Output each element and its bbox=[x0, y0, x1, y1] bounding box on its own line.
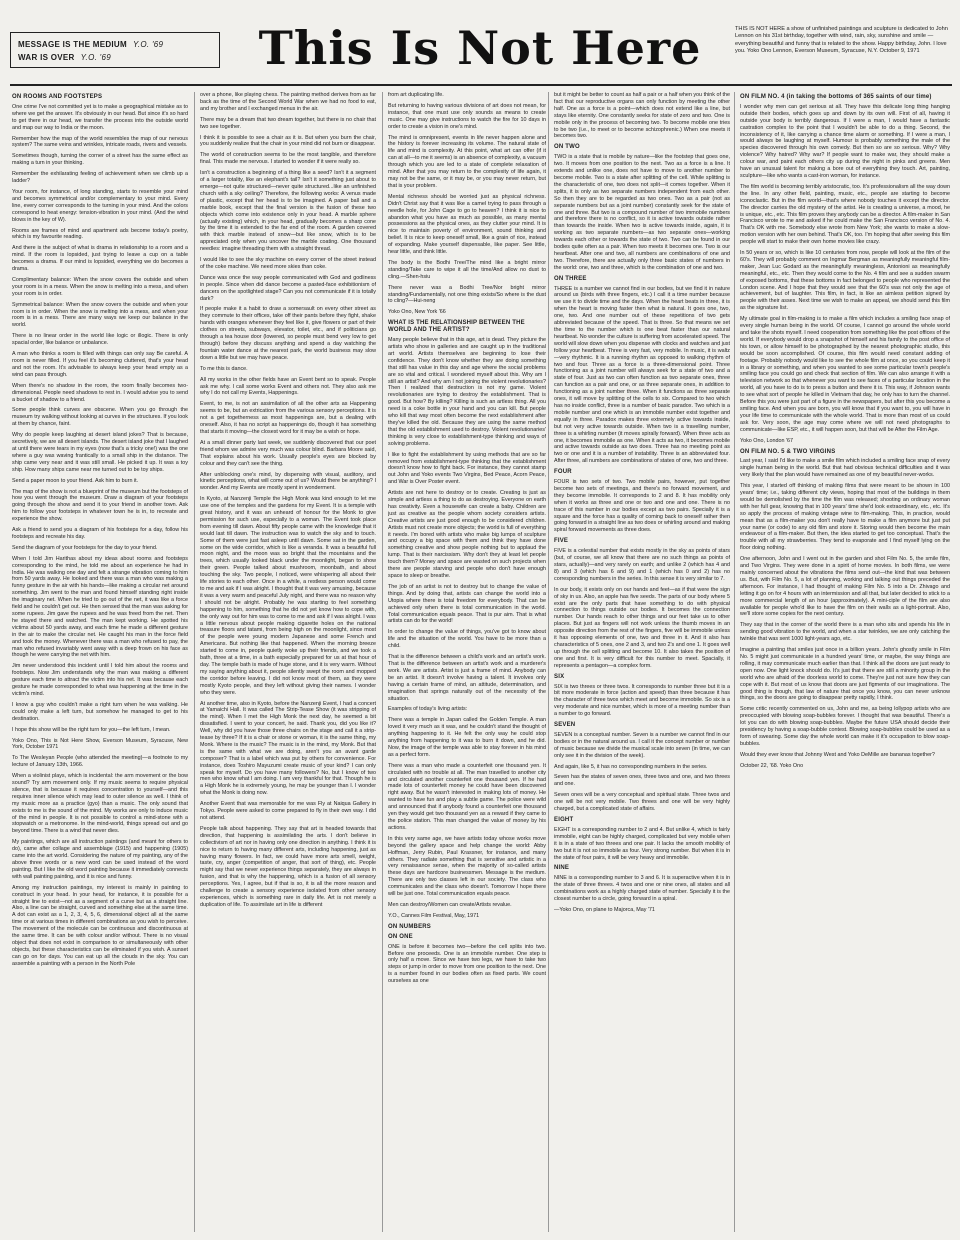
section-heading: NINE bbox=[554, 865, 570, 872]
paragraph: ONE is before it becomes two—before the cell splits into two. Before one proceeds. One is an immobile number. One step is only half a move. Since we have two legs, we have to take two steps or jump in order to move from one position to the next. One is a number found in our bodies often as fixed parts. We count ourselves as one bbox=[388, 943, 546, 985]
paragraph: FIVE is a celestial number that exists mostly in the sky as points of stars (but, of course, we all know that there are no such things as points of stars, actually)—and very rarely on earth; and unlike 2 (which has 4 and 8) and 3 (which has 6 and 9) and 1 (which has 0 and 2) has no corresponding numbers in the series. In this sense it is very similar to 7. bbox=[554, 548, 730, 582]
paragraph: Would they ever know that Johnny West and Yoko DeMille are bananas together? bbox=[740, 751, 935, 758]
paragraph: When a violinist plays, which is incidental: the arm movement or the bow sound? Try arm movement only. If my music seems to require physical silence, that is because it requires concentration to yourself—and this requires inner silence which may lead to outer silence as well. I think of my music more as a practice (gyo) than a music. The only sound that exists to me is the sound of the mind. My works are only to induce music of the mind in people. It is not possible to control a mind-stone with a stopwatch or a metronome. In the mind-world, things spread out and go beyond time. There is a wind that never dies. bbox=[12, 773, 188, 835]
paragraph: I know a guy who couldn't make a right turn when he was walking. He could only make a left turn, but somehow he managed to get to his destination. bbox=[12, 701, 188, 722]
paragraph: Many people believe that in this age, art is dead. They picture the artists who show in galleries and are caught up in the traditional art world. Artists themselves are beginning to lose their confidence. They don't know whether they are doing something that still has value in this day and age where the social problems are so vital and critical. I wondered myself about this. Why am I still an artist? And why am I not joining the violent revolutionaries? Then I realized that destruction is not my game. Violent revolutionaries are trying to destroy the establishment. That is good. But how? By killing? Killing is such an artless thing. All you need is a coke bottle in your hand and you can kill. But people who kill that way most often become the next establishment after they've killed the old. Because they are using the same method that the old establishment used to destroy. Violent revolutionaries' thinking is very close to establishment-type thinking and ways of solving problems. bbox=[388, 337, 546, 447]
paragraph: Men can destroy/Women can create/Artists revalue. bbox=[388, 901, 512, 908]
paragraph: To me this is dance. bbox=[200, 365, 248, 372]
column-divider bbox=[548, 92, 549, 1232]
paragraph: My ultimate goal in film-making is to make a film which includes a smiling face snap of every single human being in the world. Of course, I cannot go around the whole world and take the shots myself. I need cooperation from something like the post offices of the world. If everybody would drop a snapshot of himself and his family to the post office of his town, or allow himself to be photographed by the nearest photographic studio, this would be soon accomplished. Of course, this film would need constant adding of footage. Probably nobody would like to see the whole film at once, so you could keep it in a library or something, and when you wanted to see some particular town's people's smiling face you could go and check that section of film. We can also arrange it with a television network so that whenever you want to see faces of a particular location in the world, all you have to do is to press a button and there it is. This way, if Johnson wants to see what sort of people he killed in Vietnam that day, he only has to turn the channel. Before this you were just part of a figure in the newspapers, but after this you become a smiling face. And when you are born, you will know that if you want to, you will have in your life time to communicate with the whole world. That is more than most of us could ask for. Very soon, the age may come where we will not need photographs to communicate—like ESP, etc., it will happen soon, but that will be After the Film Age. bbox=[740, 316, 950, 433]
paragraph: from art duplicating life. bbox=[388, 92, 444, 98]
section-heading: ON ROOMS AND FOOTSTEPS bbox=[12, 94, 103, 100]
paragraph: This year, I started off thinking of making films that were meant to be shown in 100 years' time; i.e., taking different city views, hoping that most of the buildings in them would be demolished by the time the film was released; shooting an ordinary woman with her full gear, knowing that in 100 years' time she'd look extraordinary, etc., etc. It's so apply the process of making vintage wine to film-making. This, in practice, would mean that as a film-maker you don't really have to make a film anymore but just put your name (or code) to any old film and store it. Storing would then become the main endeavour of a film-maker. But then, the idea started to get too conceptual. That's the trouble with all my strawberries. They tend to evaporate and I find myself lying on the floor doing nothing. bbox=[740, 483, 950, 552]
paragraph: I hope this show will be the right turn for you—the left turn, I mean. bbox=[12, 726, 171, 733]
paragraph: They say that in the corner of the world there is a man who sits and spends his life in sending good vibration to the world, and when a star twinkles, we are only catching the twinkle that was sent 1000 light-years ago, etc. bbox=[740, 622, 950, 643]
paragraph: All my works in the other fields have an Event bent so to speak. People ask me why. I call some works Event and others not. They also ask me why I do not call my Events, Happenings. bbox=[200, 376, 376, 397]
paragraph: Among my instruction paintings, my interest is mainly in painting to construct in your head. In your head, for instance, it is possible for a straight line to exist—not as a segment of a curve but as a straight line. Also, a line can be straight, curved and something else at the same time. A dot can exist as a 1, 2, 3, 4, 5, 6, dimensional object all at the same time or at various times in different combinations as you wish to perceive. The movement of the molecule can be continuous and discontinuous at the same time. It can be with colour and/or without. There is no visual object that does not exist in comparison to or simultaneously with other objects, but these characteristics can be eliminated if you wish. A sunset can go on for days. You can eat up all the clouds in the sky. You can assemble a painting with a person in the North Pole bbox=[12, 884, 188, 967]
section-heading: EIGHT bbox=[554, 817, 574, 823]
section-heading: ON NUMBERS bbox=[388, 923, 432, 930]
paragraph: Why do people keep laughing at desert island jokes? That is because, secretively, we are all desert islands. The desert island joke that I laughed at until there were tears in my eyes (now that's a tricky one!) was the one where a guy was waving frantically to a small ship in the distance. The ship came very near and it was still small. He picked it up. It was a toy ship. How many ships came near me turned out to be toy ships. bbox=[12, 432, 188, 473]
paragraph: And there is the subject of what is drama in relationship to a room and a mind. If the room is lopsided, just trying to leave a cup on a table becomes a drama. If our mind is lopsided, everything we do becomes a drama. bbox=[12, 245, 188, 273]
paragraph: Your room, for instance, of long standing, starts to resemble your mind and becomes symmetrical and/or complementary to your mind. Every line, every corner corresponds to the turning in your mind. And the colors correspond to heat energy: tension-vibration in your mind. (And the wind blows in the key of W). bbox=[12, 188, 188, 223]
paragraph: The film world is becoming terribly aristocratic, too. It's professionalism all the way down the line. In any other field, painting, music, etc., people are starting to become iconoclastic. But in the film world—that's where nobody touches it except the director. The director carries the old mystery of the artist. He is creating a universe, a mood, he is unique, etc., etc. This film proves they anybody can be a director. A film-maker in San Francisco wrote to me and asked if he could make the San Francisco version of No. 4. That's OK with me. Somebody else wrote from New York; she wants to make a slow-motion version with her own behind. That's OK, too. I'm hoping that after seeing this film people will start to make their own home movies like crazy. bbox=[740, 183, 950, 246]
paragraph: Complimentary balance: When the snow covers the outside and when your room is in a mess. When the snow is melting into a mess, and when your room is in order. bbox=[12, 276, 188, 297]
paragraph: Another Event that was memorable for me was Fly at Naiqua Gallery in Tokyo. People were asked to come prepared to fly in their own way. I did not attend. bbox=[200, 801, 376, 821]
section-heading: ON FILM NO. 4 (in taking the bottoms of 365 saints of our time) bbox=[740, 94, 932, 100]
paragraph: To The Wesleyan People (who attended the meeting)—a footnote to my lecture of January 13th, 1966. bbox=[12, 755, 188, 769]
paragraph: I think it is possible to see a chair as it is. But when you burn the chair, you suddenly realize that the chair in your mind did not burn or disappear. bbox=[200, 134, 376, 148]
paragraph: Mental richness should be worried just as physical richness. Didn't Christ say that it was like a camel trying to pass through a needle hole, for John Cage to go to heaven? I think it is nice to abandon what you have as much as possible, as many mental possessions as the physical ones, as they clutter your mind. It is nice to maintain poverty of environment, sound thinking and belief. It is nice to keep oneself small, like a grain of rice, instead of expanding. Make yourself dispensable, like paper. See little, hear little, and think little. bbox=[388, 193, 546, 256]
paragraph: Seven ones will be a very conceptual and spiritual state. Three twos and one will be not very mobile. Two threes and one will be very highly charged, but a complicated state of affairs. bbox=[554, 792, 730, 813]
paragraph: Sometimes though, turning the corner of a street has the same effect as making a turn in your thinking. bbox=[12, 153, 188, 167]
paragraph: People talk about happening. They say that art is headed towards that direction, that happening is assimilating the arts. I don't believe in collectivism of art nor in having only one direction in anything. I think it is nice to return to having many different arts, including happening, just as having many flowers. In fact, we could have more arts smell, weight, taste, cry, anger (competition of anger, that sort of thing), etc. People might say that we never experience things separately, they are always in fusion, and that is why the happening, which is a fusion of all sensory perceptions. Yes, I agree, but if that is so, it is all the more reason and challenge to create a sensory experience isolated from other sensory experiences, which is something rare in daily life. Art is not merely a duplication of life. To assimilate art in life is different bbox=[200, 825, 376, 908]
paragraph: In this very same age, we have artists today whose works move beyond the gallery space and help change the world: Abby Hoffman, Jerry Rubin, Paul Krassner, for instance, and many others. They radiate something that is sensitive and artistic in a very renaissance sense, when the majority of so-called artists these days are hardcore businessmen. Message is the medium. There are only two classes left in our society. The class who communicates and the class who doesn't. Tomorrow I hope there will be just one. Total communication equals peace. bbox=[388, 835, 546, 898]
paragraph: At a small dinner party last week, we suddenly discovered that our poet friend whom we admire very much was colour blind. Barbara Moore said, That explains about his work. Usually people's eyes are blocked by colour and they can't see the thing. bbox=[200, 439, 376, 467]
slogan-line-2: WAR IS OVER bbox=[18, 53, 75, 62]
paragraph: I like to fight the establishment by using methods that are so far removed from establishment-type thinking that the establishment doesn't know how to fight back. For instance, they cannot stamp out John and Yoko events Two Virgins, Bed Peace, Acorn Peace, and War is Over Poster event. bbox=[388, 451, 546, 486]
paragraph: THREE is a number we cannot find in our bodies, but we find it in nature around us (birds with three fingers, etc.) I call it a time number because we use it to divide time and the days. When the heart beats in three, it is when the heart is moving faster then what is natural. It goes one, two, one, two. And one number out of these repetitions of two gets abbreviated because of the speed. That is three. So that means we set the time to the number which is one beat faster than our natural heartbeat. No wonder the culture is suffering from accelerated speed. The world will slow down when you dispense with clocks and watches and just follow your heartbeat. Three is very fast, very mobile. In music, it is waltz—very rhythmic. It is a running rhythm as opposed to walking rhythm of two and four. Three as a force is a three-dimensional point. Three functioning as a joint number will always seek for a state of two and a state of four. Just as two can often function as two separate ones, three can function as a pair and one, or as three separate ones, in addition to functioning as a joint number three. When it functions as three separate ones, it will move by splitting of the cells to six. Compared to two which has no inside conflict, three is a number of basic paradox. Two which is a mobile number and one which is an immobile number exist together and equally in three. Paradox makes three extremely active towards inside, but not very active towards outside. When two is a travelling number, three is a whirling number (it moves spirally forward). When three acts as one, it becomes immobile as one. When it acts as two, it becomes mobile and active towards outside as two does. Three has no meeting point as two or one and it is a number of instability. Three is an abbreviated four. After three, all numbers are combinations of states of one, two and three. bbox=[554, 285, 730, 465]
paragraph: At another time, also in Kyoto, before the Nanzenji Event, I had a concert at Yamaichi Hall. It was called The Strip-Tease Show (it was stripping of the mind). When I met the High Monk the next day, he seemed a bit dissatisfied. I went to your concert, he said. Thank you, did you like it? Well, why did you have those three chairs on the stage and call it a strip-tease by three? If it is a chair or stone or woman, it is the same thing, my Monk. Where is the music? The music is in the mind, my Monk. But that is the same with what we are doing, aren't you an avant garde composer? That is a label which was put by others for convenience. For instance, does Toshiro Mayuzumi create music of your kind? I can only speak for myself. Do you have many followers? No, but I know of two men who know what I am doing. I am very thankful for that. Though he is a High Monk he is extremely young, he may be younger than I. I wonder what the Monk is doing now. bbox=[200, 700, 376, 797]
paragraph: Yoko Ono, London '67 bbox=[740, 437, 793, 444]
paragraph: One afternoon, John and I went out in the garden and shot Film No. 5, the smile film, and Two Virgins. They were done in a spirit of home movies. In both films, we were mainly concerned about the vibrations the films send out—the kind that was between us. But, with Film No. 5, a lot of planning, working and talking out things preceded the afternoon. For instance, I had thought of making Film No. 5 into a Dr. Zhivago and letting it go on for 4 hours with an intermission and all that, but later decided to stick to a more commercial length of an hour (approximately). A mini-ciple of the film are also available for people who'd like to have the film on their walls as a light-portrait. Also, we'll store some copies for the next century. bbox=[740, 556, 950, 618]
paragraph: Seven has the states of seven ones, three twos and one, and two threes and one. bbox=[554, 774, 730, 788]
paragraph: My paintings, which are all instruction paintings (and meant for others to do), came after collage and assemblage (1915) and happening (1905) came into the art world. Considering the nature of my painting, any of the above three words or a new word can be used instead of the word painting. But I like the old word painting because it immediately connects with wall painting painting, and it is nice and funny. bbox=[12, 839, 188, 880]
paragraph: over a phone, like playing chess. The painting method derives from as far back as the time of the Second World War when we had no food to eat, and my brother and I exchanged menus in the air. bbox=[200, 92, 376, 112]
column-1 bbox=[12, 92, 188, 1232]
column-2 bbox=[200, 92, 376, 1232]
paragraph: There may be a dream that two dream together, but there is no chair that two see together. bbox=[200, 116, 376, 130]
paragraph: Y.O., Cannes Film Festival, May, 1971 bbox=[388, 912, 480, 919]
slogan-box bbox=[10, 32, 220, 68]
slogan-line-1-attr: Y.O. '69 bbox=[132, 40, 164, 49]
paragraph: Some critic recently commented on us, John and me, as being lollypop artists who are preoccupied with blowing soap-bubbles forever. I thought that was beautiful. There's a lot you can do with blowing soap-bubbles. Maybe the future USA should decide their presidency by having a soap-bubble contest. Blowing soap-bubbles could be used as a form of swearing. Some day the whole world can make it it's occupation to blow soap-bubbles. bbox=[740, 706, 950, 747]
paragraph: Examples of today's living artists: bbox=[388, 706, 468, 713]
paragraph: A man who thinks a room is filled with things can only say Be careful. A room is never filled. If you feel it's becoming cluttered, that's your head and not the room. It's advisable to always keep your head empty as a wind can pass through. bbox=[12, 351, 188, 378]
paragraph: That is the difference between a child's work and an artist's work. That is the difference between an artist's work and a murderer's work. We are artists. Artist is just a frame of mind. Anybody can be an artist. It doesn't involve having a talent. It involves only having a certain frame of mind, an attitude, determination, and imagination that springs naturally out of the necessity of the situation. bbox=[388, 654, 546, 702]
intro-dedication: THIS IS NOT HERE a show of unfinished paintings and sculpture is dedicated to John Lennon on his 31st birthday, together with wind, rain, sky, sunshine and smile — everything beautiful and funny that is related to the show. Happy birthday, John. I love you. Yoko Ono Lennon, Everson Museum, Syracuse, N.Y. October 9, 1971 bbox=[735, 26, 948, 55]
column-divider bbox=[382, 92, 383, 1232]
paragraph: The mind is omnipresent, events in life never happen alone and the history is forever increasing its volume. The natural state of life and mind is complexity. At this point, what art can offer (if it can at all—to me it seems) is an absence of complexity, a vacuum through which you are led to a state of complete relaxation of mind. After that you may return to the complexity of life again, it may not be the same, or it may be, or you may never return, but that is your problem. bbox=[388, 134, 546, 189]
column-5 bbox=[740, 92, 950, 1232]
paragraph: EIGHT is a corresponding number to 2 and 4. But unlike 4, which is fairly immobile, eight can be highly charged, complicated but very mobile when it is in a state of two threes and one pair. It lacks the smooth mobility of two but it is not so immobile as four. Very strong number. But when it is in the state of four pairs, it will be very heavy and immobile. bbox=[554, 826, 730, 861]
paragraph: TWO is a state that is mobile by nature—like the footstep that goes one, two. It moves from one position to the next. Two as a force is a line. It extends and unlike one, does not have to move to another number to become mobile. Two is a state after splitting of the cell. While splitting is the characteristic of one, two does not split—it comes together. When it splits, it is only as two separate numbers independent from each other. So then they are to be regarded as two ones. Two as a pair (not as separate numbers but as a joint number) constantly seek for the state of one and three. But two is a compound number of two immobile numbers and therefore there is no conflict, so it is active towards outside rather than towards the inside. When two is active towards inside, again, it is working as two separate numbers—as two separate ones—working towards each other or towards the state of two. Two can be found in our bodies quite often as a pair. When two meets it becomes one. Two is our heartbeat. After one and two, all numbers are combinations of one and two. Therefore, there are actually only three basic states of numbers in the world: one, two and three, which is the combination of one and two. bbox=[554, 154, 730, 271]
section-heading: FIVE bbox=[554, 538, 569, 545]
paragraph: Remember how the map of the world resembles the map of our nervous system? The same veins and wrinkles, intricate roads, rivers and vessels. bbox=[12, 135, 188, 149]
paragraph: Send the diagram of your footsteps for the day to your friend. bbox=[12, 544, 158, 551]
paragraph: SEVEN is a conceptual number. Seven is a number we cannot find in our bodies or in the natural around us. I call it the concept number or number of music because we divide the musical scale into seven (in time, we can only see it in the division of the week). bbox=[554, 731, 730, 759]
column-3 bbox=[388, 92, 546, 1232]
paragraph: When I told Jim Harithas about my ideas about rooms and footsteps corresponding to the mind, he told me about an experience he had in India. He was walking one day and felt a strange vibration coming to him from 50 yards away. He looked and there was a man who was making a funny gesture in the air with his hands—like making a circular net around something. Jim went to the man and found himself standing right inside the imaginary net. When he tried to go out of the net, it was like a force field and he couldn't get out. He then sensed that the man was asking for some rupees. Jim gave the rupees and he was freed from the net. Then he stayed there and watched. The man kept working. He spotted his victims about 50 yards away, and each time he made a different gesture in the air to make the circular net. He caught his man in the force field and took the money. Whenever there was a man who refused to pay, the man who refused invariably went away with a deep frown on his face as though he were carrying the net with him. bbox=[12, 555, 188, 659]
paragraph: The body is the Bodhi Tree/The mind like a bright mirror standing/Take care to wipe it all the time/And allow no dust to cling.—Shen-hsiu bbox=[388, 259, 546, 280]
section-heading: ON TWO bbox=[554, 144, 580, 151]
paragraph: Symmetrical balance: When the snow covers the outside and when your room is in order. When the snow is melting into a mess, and when your room is in a mess. There are many ways we keep our balance in the world. bbox=[12, 301, 188, 329]
paragraph: Event, to me, is not an assimilation of all the other arts as Happening seems to be, but an extrication from the various sensory perceptions. It is not a get togetherness as most happenings are, but a dealing with oneself. Also, it has no script as happenings do, though it has something that starts it moving—the closest word for it may be a wish or hope. bbox=[200, 401, 376, 435]
paragraph: The map of the show is not a blueprint of the museum but the footsteps of how you went through the museum. Draw a diagram of your footsteps going through the show and send it to your friend in another town. Ask him to follow your footsteps in whatever town he is in, to recreate and experience the show. bbox=[12, 488, 188, 523]
paragraph: Dance was once the way people communicated with God and godliness in people. Since when did dance become a pasted-face exhibitionism of dancers on the spotlighted stage? Can you not communicate if it is totally dark? bbox=[200, 274, 376, 302]
paragraph: NINE is a corresponding number to 3 and 6. It is superactive when it is in the state of three threes. 4 twos and one or nine ones, all states and all combinations work as a highly charged state of number. Specially it is the closest number to a circle, going forward in a spiral. bbox=[554, 875, 730, 903]
paragraph: But returning to having various divisions of art does not mean, for instance, that one must use only sounds as means to create music. One may give instructions to watch the fire for 10 days in order to create a vision in one's mind. bbox=[388, 102, 546, 130]
paragraph: Jim never understood this incident until I told him about the rooms and footsteps. Now Jim understands why the man was making a different gesture each time to attract the victim into his net. It was because each gesture he made corresponded to what was happening at the time in the victim's mind. bbox=[12, 663, 188, 697]
section-heading: WHAT IS THE RELATIONSHIP BETWEEN THE WORLD AND THE ARTIST? bbox=[388, 320, 525, 334]
paragraph: Ask a friend to send you a diagram of his footsteps for a day, follow his footsteps and recreate his day. bbox=[12, 527, 188, 540]
header-rule bbox=[10, 84, 952, 86]
paragraph: —Yoko Ono, on plane to Majorca, May '71 bbox=[554, 906, 655, 913]
section-heading: FOUR bbox=[554, 469, 572, 476]
paragraph: There is no linear order in the world like logic or illogic. There is only spacial order, like balance or unbalance. bbox=[12, 333, 188, 347]
paragraph: When there's no shadow in the room, the room finally becomes two-dimensional. People need shadows to rest in. I would advise you to send a bucket of shadow to a friend. bbox=[12, 382, 188, 403]
paragraph: There was a temple in Japan called the Golden Temple. A man loved it very much as it was, and he couldn't stand the thought of anything happening to it. He felt the only way he could stop anything from happening to it was to burn it down, and he did. Now, the image of the temple was able to stay forever in his mind as a perfect form. bbox=[388, 717, 546, 758]
section-heading: ON ONE bbox=[388, 933, 413, 940]
paragraph: The world of construction seems to be the most tangible, and therefore final. This made me nervous. I started to wonder if it were really so. bbox=[200, 152, 376, 166]
paragraph: There was a man who made a counterfeit one thousand yen. It circulated with no trouble at all. The man travelled to another city and circulated another counterfeit one thousand yen. If he had made lots of counterfeit money he could have been discovered right away. But he wasn't interested in making lots of money. He wanted to have fun and play a subtle game. The police were wild and announced that if anybody found a counterfeit one thousand yen they would get two thousand yen as a reward if they came to the police station. This man changed the value of money by his actions. bbox=[388, 762, 546, 831]
column-divider bbox=[194, 92, 195, 1232]
paragraph: Yoko Ono, New York '66 bbox=[388, 309, 446, 316]
paragraph: Artists are not here to destroy or to create. Creating is just as simple and artless a thing to do as destroying. Everyone on earth has creativity. Even a housewife can create a baby. Children are just as creative as the people whom society considers artists. Creative artists are just good enough to be considered children. Artists must not create more objects; the world is full of everything it needs. I'm bored with artists who make big lumps of sculpture and occupy a big space with them and think they have done something creative and show people nothing but to applaud the lump. That is their narcissism. Why don't they at least let people touch them? Money and space are wasted on such projects when there are people starving and people who don't have enough space to sleep or breathe. bbox=[388, 490, 546, 579]
paragraph: Send a paper moon to your friend. Ask him to burn it. bbox=[12, 477, 139, 484]
paragraph: In our body, it exists only on our hands and feet—as if that were the sign of sky in us. Also, an apple has five seeds. The parts of our body where 5 exist are the only parts that have something to do with physical connection to things outside our bodies. It becomes the connection number. Our hands reach to other things and our feet take us to other places. But just as fingers will not work unless the thumb moves in an opposite direction from the rest of the fingers, five will be immobile unless it has opposing elements of one, two and three in it. And it also has characteristics of 5 ones, one 2 and 3, and two 2's and one 1. It goes well up through the cell splitting and become 10. It also takes the position of one and first. It is very difficult for this number to meet. Spacially, it represents a pentagon—a complex form. bbox=[554, 586, 730, 669]
paragraph: SIX is two threes or three twos. It corresponds to number three but it is a bit more moderate in force (action and speed) than three because it has the character of three twos which meet and become immobile. So six is a very moderate and nice number, which is more of a meeting number than a number to go forward. bbox=[554, 683, 730, 718]
section-heading: ON FILM NO. 5 & TWO VIRGINS bbox=[740, 448, 836, 455]
paragraph: If people make it a habit to draw a somersault on every other street as they commute to their offices, take off their pants before they fight, shake hands with oranges whenever they feel like it, give flowers or part of their clothes on streets, subways, elevator, toilet, etc., and if politicians go through a tea house door (lowered, so people must bend very low to get through) before they discuss anything and spend a day watching the fountain water dance at the nearest park, the world business may slow down a little but we may have peace. bbox=[200, 306, 376, 361]
paragraph: October 22, '68. Yoko Ono bbox=[740, 762, 804, 769]
paragraph: One crime I've not committed yet is to make a geographical mistake as to where we get the answer. It's obviously in our head. But since it's so hard to get there in our head, we transfer the process into the outside world and map our way to India or the moon. bbox=[12, 103, 188, 131]
paragraph: FOUR is two sets of two. Two mobile pairs, however, put together become two sets of meetings, and there's no forward movement, and they become immobile. It corresponds to 2 and 8. It has mobility only when it works as three and one or two and one and one. There is no trace of this number in our bodies except as two pairs. Specially it is a square and the force has a quality of coming back to oneself rather then going forward in a straight line as two does or whirling around and making spiral forward movements as three does. bbox=[554, 479, 730, 534]
paragraph: I would like to see the sky machine on every corner of the street instead of the coke machine. We need more skies than coke. bbox=[200, 257, 376, 270]
section-heading: SEVEN bbox=[554, 722, 576, 729]
paragraph: Imagine a painting that smiles just once in a billion years. John's ghostly smile in Film No. 5 might just communicate in a hundred years' time, or maybe, the way things are rolling, it may communicate much earlier than that. I think all the doors are just ready to open now. One light knock should do. It's just that there are still a minority group in the world who are afraid of the doorless world to come. They're just not sure how they can cope with it. But most of us know that doors are just figments of our imaginations. The good thing is though, that law of nature that once you know, you can never unknow things, so the doors are going to disappear pretty rapidly, I think. bbox=[740, 647, 950, 702]
section-heading: ON THREE bbox=[554, 275, 587, 282]
page-title: This Is Not Here bbox=[258, 21, 702, 75]
paragraph: Yoko Ono, This is Not Here Show, Everson Museum, Syracuse, New York, October 1971 bbox=[12, 737, 188, 751]
paragraph: Last year, I said I'd like to make a smile film which included a smiling face snap of every single human being in the world. But that had obvious technical difficulties and it was very likely that the plan would have remained as one of my beautiful never-works. bbox=[740, 458, 950, 479]
paragraph: And again, like 5, it has no corresponding numbers in the series. bbox=[554, 763, 708, 770]
paragraph: In 50 years or so, which is like 10 centuries from now, people will look at the film of the 60's. They will probably comment on Ingmar Bergman as meaningfully meaningful film-maker, Jean Luc Godard as the meaningfully meaningless, Antonioni as meaningfully meaningful, etc., etc. Then they would come to the No. 4 film and see a sudden swarm of exposed bottoms, that these bottoms in fact belonged to people who represented the London scene. And I hope that they would see that the 60's was not only the age of achievement, but of laughter. This film, in fact, is like an aimless petition signed by people with their asses. Next time we wish to make an appeal, we should send this film as the signature list. bbox=[740, 250, 950, 312]
paragraph: Some people think curves are obscene. When you go through the museum try walking without looking at curves in the structures. If you look at them by chance, faint. bbox=[12, 407, 188, 428]
paragraph: After unblocking one's mind, by dispensing with visual, auditory, and kinetic perceptions, what will come out of us? Would there be anything? I wonder. And my Events are mostly spent in wonderment. bbox=[200, 471, 376, 492]
paragraph: but it might be better to count as half a pair or a half when you think of the fact that our reproductive organs can only function by meeting the other half. One as a force is a point—which does not extend like a line, but stays like eternity. One constantly seeks for state of zero and two. One is mobile only in the process of becoming two. To become mobile one tries to be two (i.e., to meet or to become schizophrenic.) When one meets it becomes two. bbox=[554, 92, 730, 140]
paragraph: In Kyoto, at Nanzenji Temple the High Monk was kind enough to let me use one of the temples and the gardens for my Event. It is a temple with great history, and it was an unheard of honour for the Monk to give permission for such use, especially to a woman. The Event took place from evening till dawn. About fifty people came with the knowledge that it would last till dawn. The instruction was to watch the sky and to touch. Some of them were just fast asleep until dawn. Some sat in the garden, some on the wide corridor, which is like a veranda. It was a beautiful full moon night, and the moon was so bright that the mountains and the trees, which usually looked black under the moonlight, began to show their green. People talked about mushroom, moonbath, and about touching the sky. Two people, I noticed, were whispering all about their life stories to each other. Once in a while, a restless person would come to me and ask if I was alright. I thought that it was very amusing, because it was a very warm and peaceful July night, and there was no reason why I should not be alright. Probably he was starting to feel something happening to him, something that he did not yet know how to cope with, the only way out for him was to come to me and ask if I was alright. I was a little nervous about people making cigarette holes on the national treasure floors and tatami, from being high on the moonlight, since most of the people were young modern Japanese and some French and Americans. But nothing like that happened. When the morning breeze started to come in, people quietly woke up their friends, and we took a bath, three at a time, in a bath especially prepared for us at that hour of day. The temple bath is made of huge stone, and it is very warm. Without my saying anything about it, people silently swept the room and mopped the corridor before leaving. I did not know most of them, as they were mostly Kyoto people, and they left without giving their names. I wonder who they were. bbox=[200, 496, 376, 696]
slogan-line-1: MESSAGE IS THE MEDIUM bbox=[18, 40, 127, 49]
paragraph: The job of an artist is not to destroy but to change the value of things. And by doing that, artists can change the world into a Utopia where there is total freedom for everybody. That can be achieved only when there is total communication in the world. Total communication equals peace. That is pur aim. That is what artists can do for the world! bbox=[388, 583, 546, 625]
paragraph: Remember the exhilarating feeling of achievement when we climb up a ladder? bbox=[12, 171, 188, 185]
paragraph: I wonder why men can get serious at all. They have this delicate long thing hanging outside their bodies, which goes up and down by its own will. First of all, having it outside your body is terribly dangerous. If I were a man, I would have a fantastic castration complex to the point that I wouldn't be able to do a thing. Second, the inconsistency of it, like carrying a chance time alarm or something. If I were a man, I would always be laughing at myself. Humour is probably something the male of the species discovered through his own comedy. But then so are so serious. Why? Why violence? Why hatred? Why war? If people want to make war, they should make a colour war, and paint each others city up during the night in pinks and greens. Men have an unusual talent for making a bore out of everything they touch. Art, painting, sculpture—like who wants a cast-iron woman, for instance. bbox=[740, 103, 950, 179]
section-heading: SIX bbox=[554, 673, 565, 680]
paragraph: In order to change the value of things, you've got to know about life and the situation of the world. You have to be more than a child. bbox=[388, 629, 546, 650]
column-4 bbox=[554, 92, 730, 1232]
paragraph: There never was a Bodhi Tree/Nor bright mirror standing/Fundamentally, not one thing exists/So where is the dust to cling?—Hui-neng bbox=[388, 284, 546, 305]
slogan-line-2-attr: Y.O. '69 bbox=[80, 53, 111, 62]
column-divider bbox=[734, 92, 735, 1232]
masthead bbox=[0, 0, 960, 85]
paragraph: Isn't a construction a beginning of a thing like a seed? Isn't it a segment of a larger totality, like an elephant's tail? Isn't it something just about to emerge—not quite structured—never quite structured...like an unfinished church with a sky ceiling? Therefore, the following works: A venus made of plastic, except that her head is to be imagined. A paper ball and a marble book, except that the final version is the fusion of these two objects which come into existence only in your head. A marble sphere (actually existing) which, in your head, gradually becomes a sharp cone by the time it is extended to the far end of the room. A garden covered with thick marble instead of snow—but like snow, which is to be appreciated only when you uncover the marble coating. One thousand needles: imagine threading them with a straight thread. bbox=[200, 170, 376, 253]
paragraph: Rooms are frames of mind and apartment ads become today's poetry, which is my favourite reading. bbox=[12, 227, 188, 241]
